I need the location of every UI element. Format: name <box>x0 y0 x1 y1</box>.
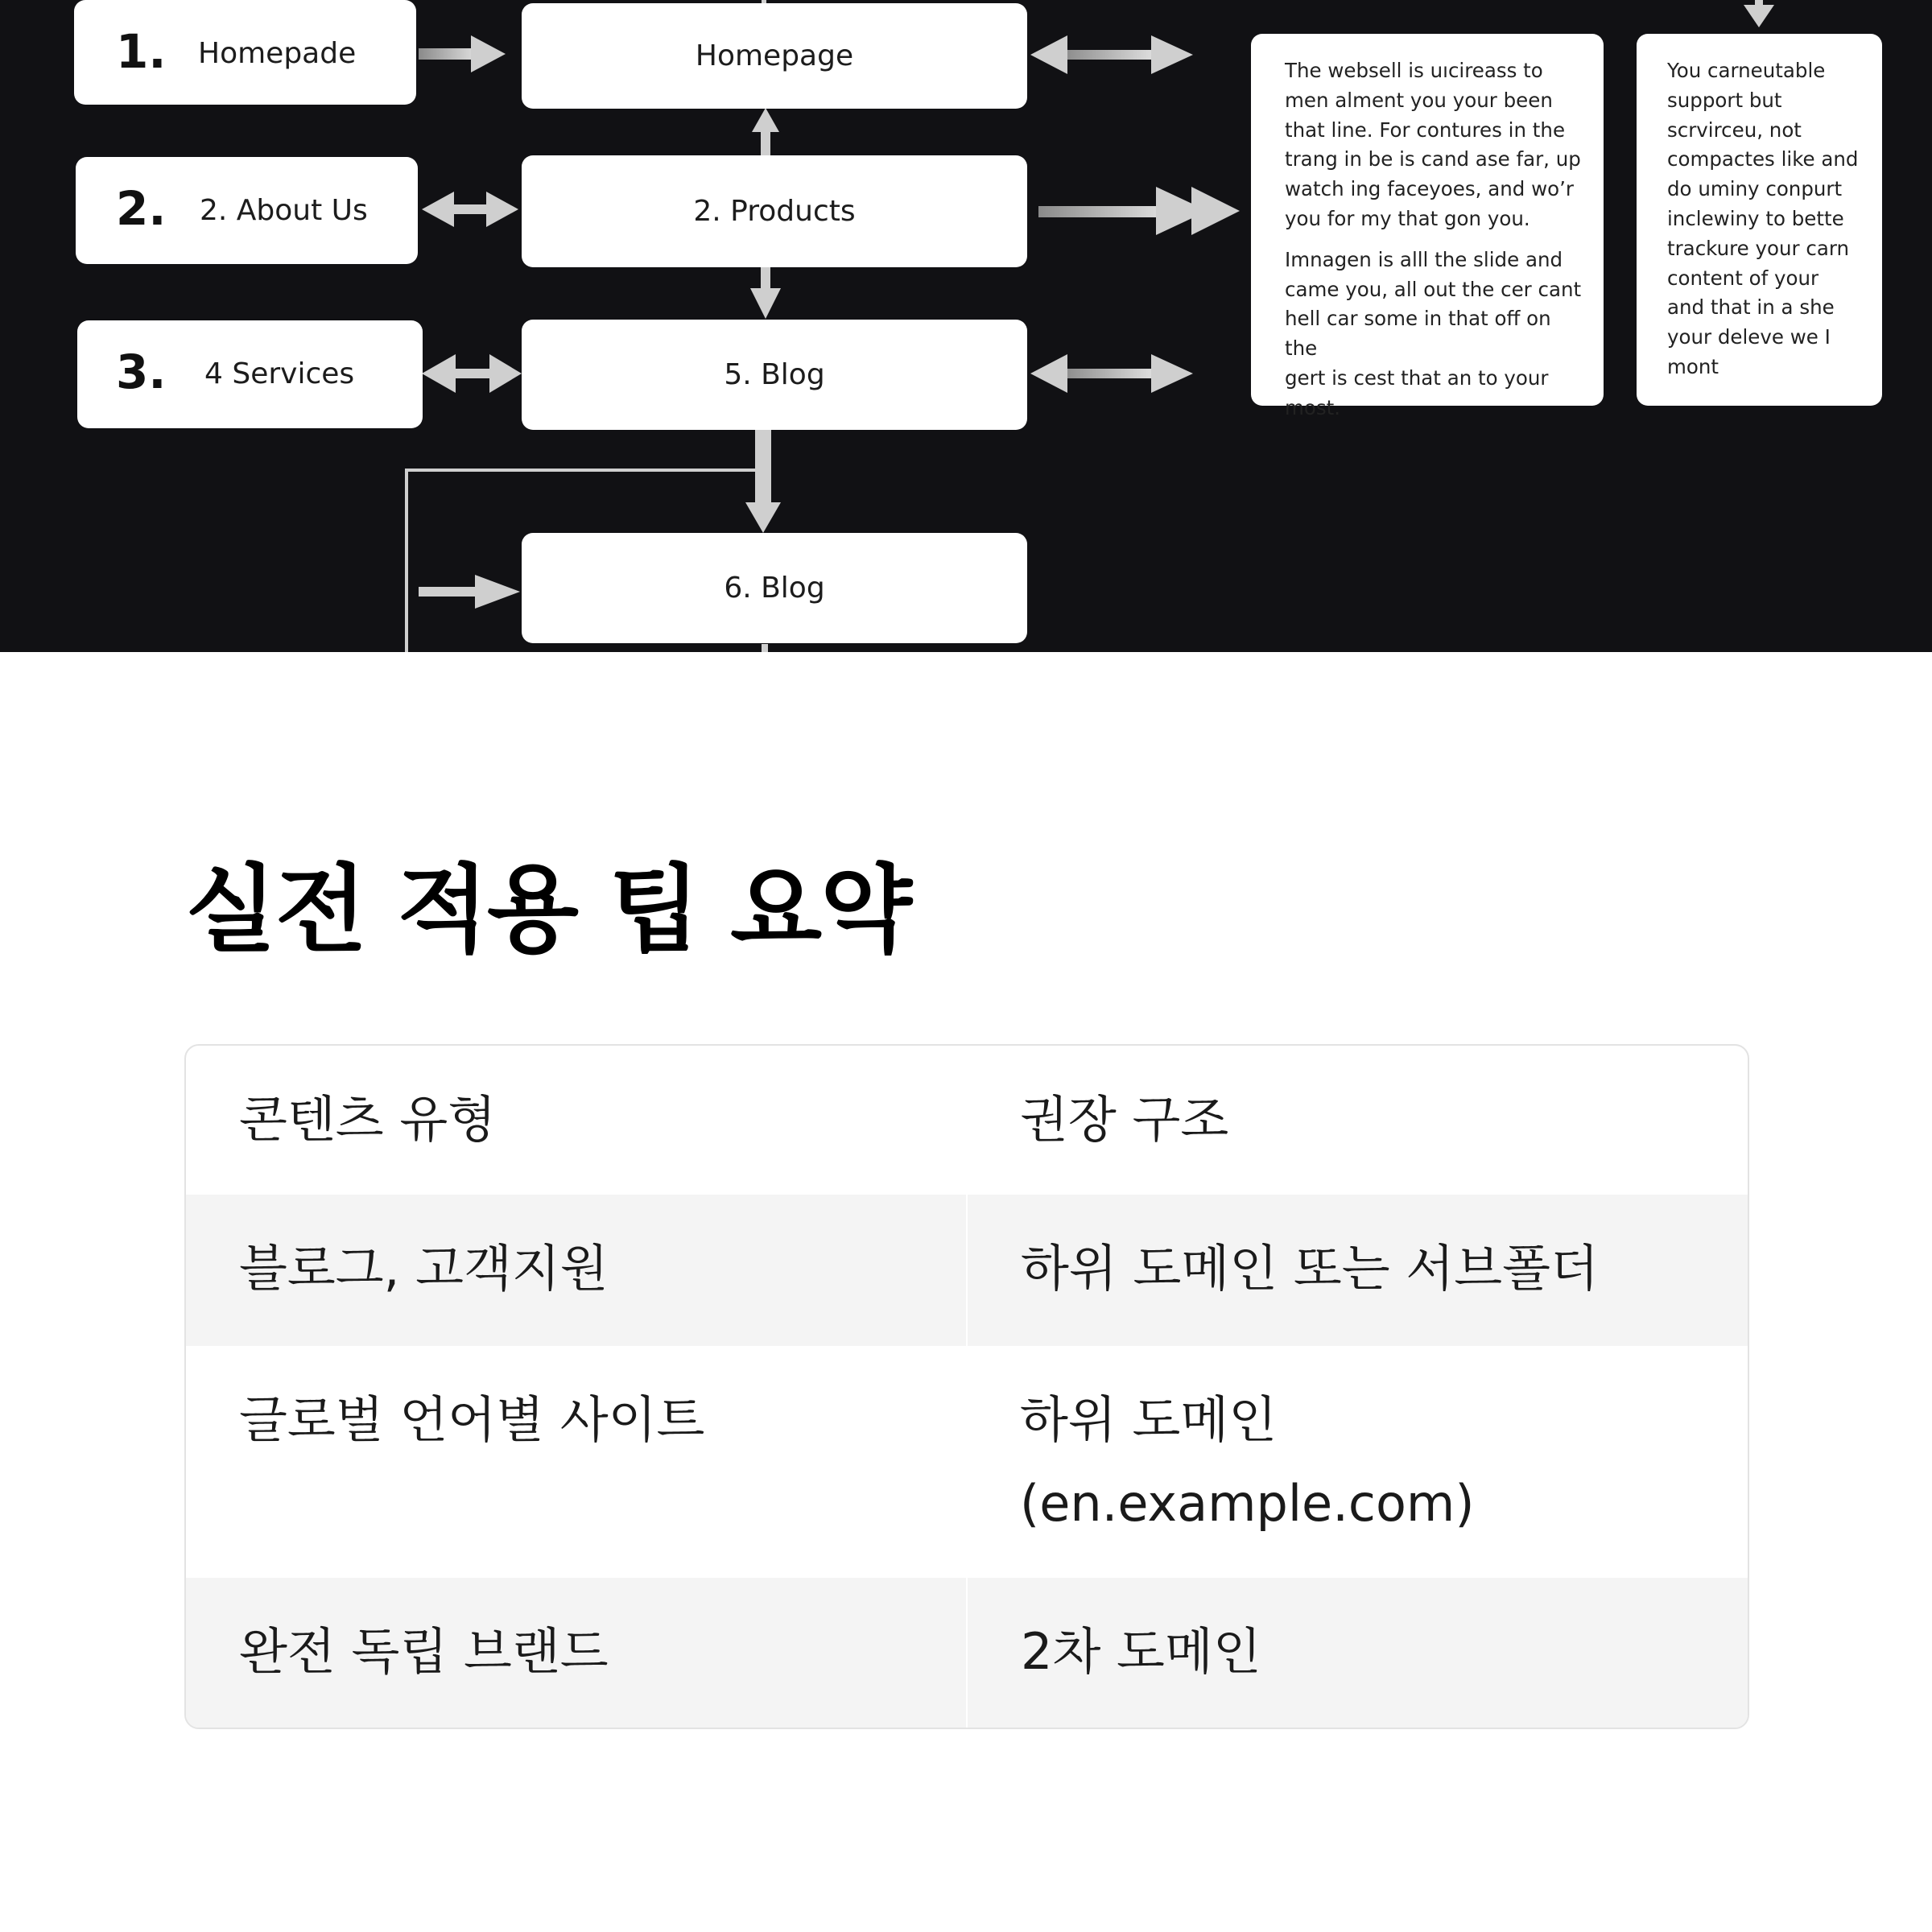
diagram-text-box-2 <box>1637 34 1882 406</box>
diagram-blog-6-box <box>522 533 1027 643</box>
summary-table <box>184 1044 1749 1729</box>
table-cell: 하위 도메인 (en.example.com) <box>1020 1390 1475 1533</box>
table-row <box>186 1346 1748 1578</box>
box-label: 6. Blog <box>724 572 825 605</box>
flow-diagram-image <box>0 0 1932 652</box>
step-number: 3. <box>116 345 167 399</box>
table-header-cell: 권장 구조 <box>1020 1090 1229 1149</box>
step-label: 4 Services <box>204 357 355 390</box>
table-cell: 하위 도메인 또는 서브폴더 <box>967 1195 1748 1346</box>
table-cell: 완전 독립 브랜드 <box>186 1578 967 1729</box>
box-label: Homepage <box>695 39 854 72</box>
diagram-text-box-1 <box>1251 34 1604 419</box>
table-header-row <box>186 1046 1748 1195</box>
section-heading: 실전 적용 팁 요약 <box>185 854 911 965</box>
step-number: 2. <box>116 181 167 236</box>
box-label: 2. Products <box>693 195 856 228</box>
table-row <box>186 1195 1748 1346</box>
text-paragraph: You carneutable support but scrvirceu, not compactes like and do uminy conpurt inclewiny to bette trackure your carn content of your and that in a she your deleve we I mont <box>1667 59 1859 378</box>
text-paragraph: The websell is uıcireass to men alment you your been that line. For contures in the trang in be is cand ase far, up watch ing faceyoes, and wo’r you for my that gon you. <box>1285 59 1581 230</box>
table-cell: 글로벌 언어별 사이트 <box>239 1390 705 1449</box>
table-cell: 2차 도메인 <box>967 1578 1748 1729</box>
step-label: 2. About Us <box>200 194 368 227</box>
step-number: 1. <box>116 24 167 79</box>
diagram-step-1-box <box>74 0 416 105</box>
diagram-step-3-box <box>77 320 423 428</box>
diagram-homepage-box <box>522 3 1027 109</box>
step-label: Homepade <box>198 37 357 70</box>
text-paragraph: Imnagen is alll the slide and came you, all out the cer cant hell car some in that off on the gert is cest that an to your most. <box>1285 247 1582 419</box>
diagram-blog-box <box>522 320 1027 430</box>
table-cell: 블로그, 고객지원 <box>186 1195 967 1346</box>
box-label: 5. Blog <box>724 358 825 391</box>
diagram-step-2-box <box>76 157 418 264</box>
table-header-cell: 콘텐츠 유형 <box>239 1090 497 1149</box>
diagram-products-box <box>522 155 1027 267</box>
table-row <box>186 1578 1748 1729</box>
